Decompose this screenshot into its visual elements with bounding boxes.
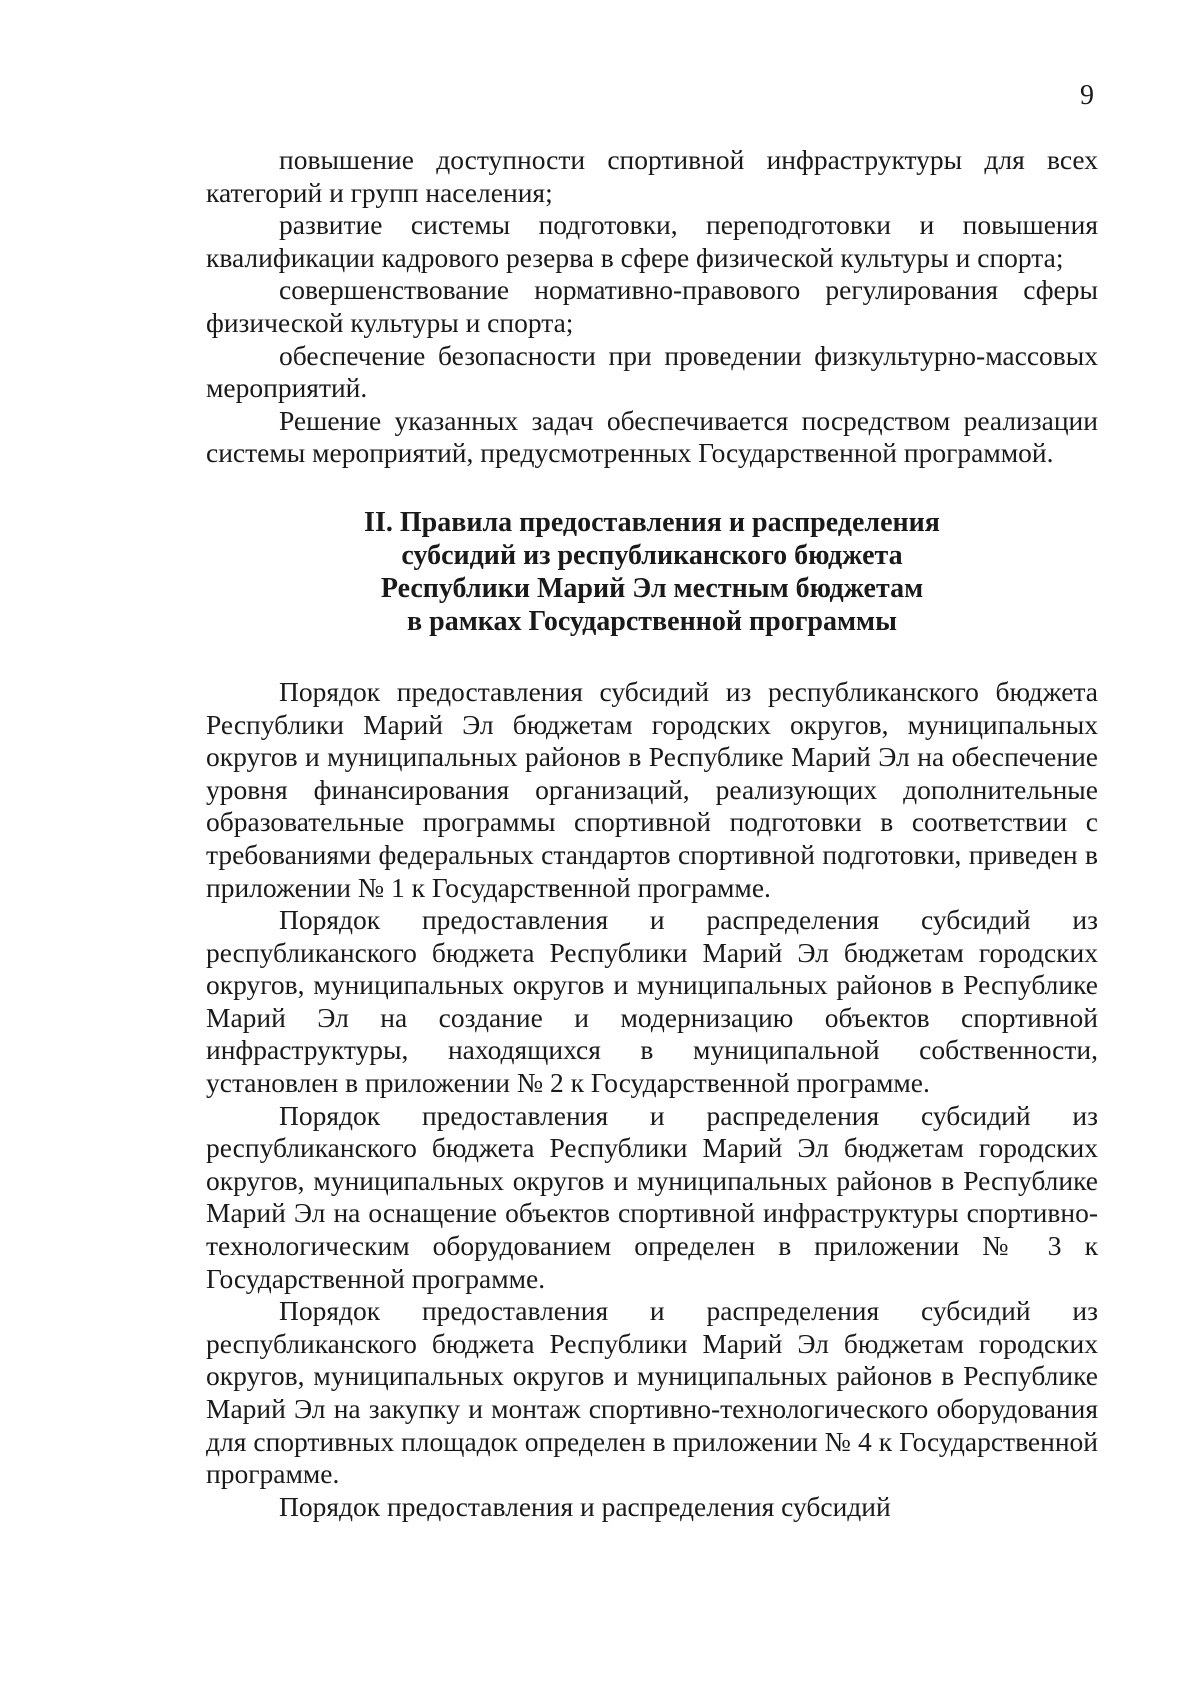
paragraph: Порядок предоставления субсидий из республиканского бюджета Республики Марий Эл бюджетам городских округов, муниципальных округов и муниципальных районов в Республике Марий Эл на обеспечение уровня финансирования организаций, реализующих дополнительные образовательные программы спортивной подготовки в соответствии с требованиями федеральных стандартов спортивной подготовки, приведен в приложении № 1 к Государственной программе. bbox=[206, 675, 1098, 903]
paragraph: Решение указанных задач обеспечивается посредством реализации системы мероприятий, предусмотренных Государственной программой. bbox=[206, 404, 1098, 469]
paragraph: обеспечение безопасности при проведении физкультурно-массовых мероприятий. bbox=[206, 339, 1098, 404]
section-heading-line: в рамках Государственной программы bbox=[407, 605, 897, 637]
paragraph: Порядок предоставления и распределения субсидий из республиканского бюджета Республики Марий Эл бюджетам городских округов, муниципальных округов и муниципальных районов в Республике Марий Эл на создание и модернизацию объектов спортивной инфраструктуры, находящихся в муниципальной собственности, установлен в приложении № 2 к Государственной программе. bbox=[206, 904, 1098, 1099]
section-heading bbox=[206, 506, 1098, 638]
page-number: 9 bbox=[1080, 80, 1094, 111]
section-heading-line: субсидий из республиканского бюджета bbox=[401, 539, 903, 571]
paragraph: развитие системы подготовки, переподготовки и повышения квалификации кадрового резерва в сфере физической культуры и спорта; bbox=[206, 209, 1098, 273]
paragraph: Порядок предоставления и распределения субсидий bbox=[279, 1490, 891, 1522]
paragraph: повышение доступности спортивной инфраструктуры для всех категорий и групп населения; bbox=[206, 144, 1098, 208]
section-heading-line: II. Правила предоставления и распределения bbox=[364, 506, 940, 538]
section-body bbox=[206, 676, 1098, 1523]
paragraph: Порядок предоставления и распределения субсидий из республиканского бюджета Республики Марий Эл бюджетам городских округов, муниципальных округов и муниципальных районов в Республике Марий Эл на закупку и монтаж спортивно-технологического оборудования для спортивных площадок определен в приложении № 4 к Государственной программе. bbox=[206, 1295, 1098, 1490]
document-body bbox=[206, 144, 1098, 1523]
intro-section bbox=[206, 144, 1098, 470]
paragraph: совершенствование нормативно-правового регулирования сферы физической культуры и спорта; bbox=[206, 274, 1098, 338]
paragraph: Порядок предоставления и распределения субсидий из республиканского бюджета Республики Марий Эл бюджетам городских округов, муниципальных округов и муниципальных районов в Республике Марий Эл на оснащение объектов спортивной инфраструктуры спортивно-технологическим оборудованием определен в приложении № 3 к Государственной программе. bbox=[206, 1099, 1098, 1294]
section-heading-line: Республики Марий Эл местным бюджетам bbox=[380, 572, 924, 604]
